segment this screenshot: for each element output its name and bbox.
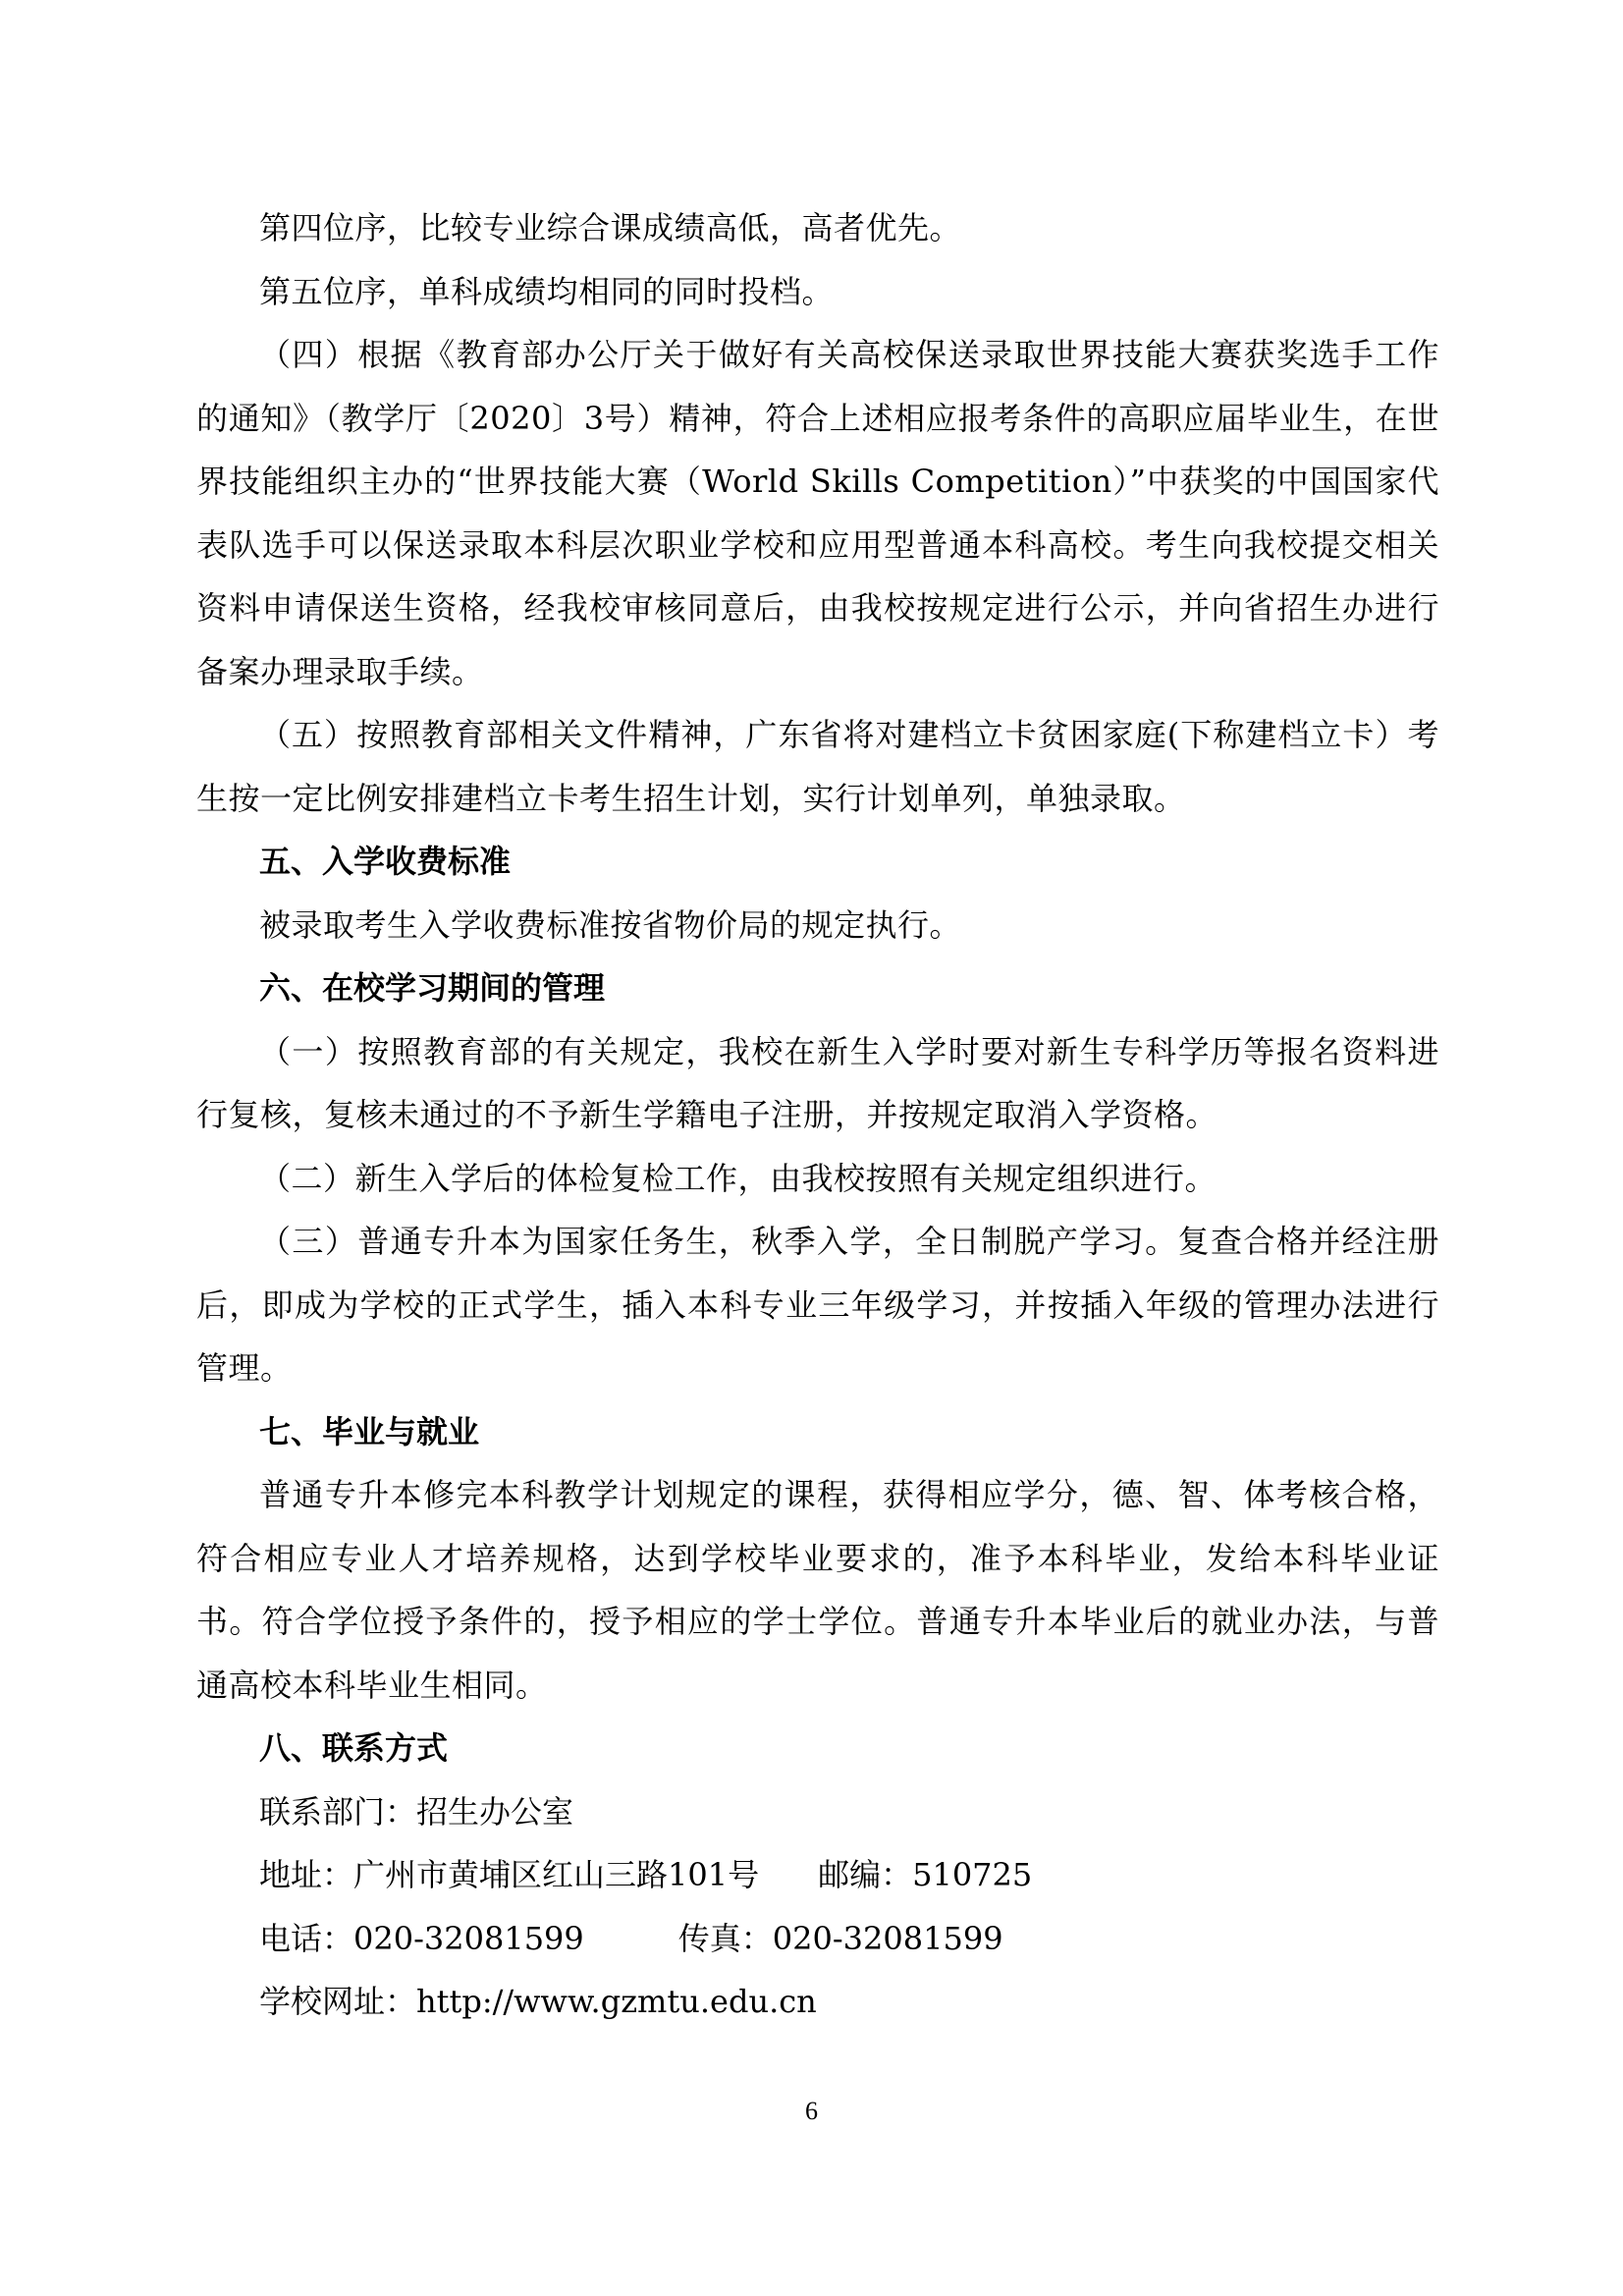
paragraph-graduation: 普通专升本修完本科教学计划规定的课程，获得相应学分，德、智、体考核合格，符合相应专业人才培养规格，达到学校毕业要求的，准予本科毕业，发给本科毕业证书。符合学位授予条件的，授予相应的学士学位。普通专升本毕业后的就业办法，与普通高校本科毕业生相同。 — [196, 1476, 1439, 1704]
page-number: 6 — [805, 2097, 818, 2125]
section-heading-contact: 八、联系方式 — [259, 1729, 449, 1767]
contact-department: 联系部门：招生办公室 — [259, 1792, 574, 1831]
contact-phone-line — [196, 1907, 1439, 1971]
section-heading-graduation: 七、毕业与就业 — [259, 1412, 480, 1450]
section-heading-management: 六、在校学习期间的管理 — [259, 969, 606, 1007]
paragraph-management-3: （三）普通专升本为国家任务生，秋季入学，全日制脱产学习。复查合格并经注册后，即成为学校的正式学生，插入本科专业三年级学习，并按插入年级的管理办法进行管理。 — [196, 1223, 1439, 1387]
contact-website: 学校网址：http://www.gzmtu.edu.cn — [259, 1983, 817, 2020]
contact-address: 地址：广州市黄埔区红山三路101号 — [259, 1856, 760, 1893]
page-content — [196, 196, 1439, 2034]
section-heading-fees: 五、入学收费标准 — [259, 843, 512, 880]
paragraph-item-4-world-skills: （四）根据《教育部办公厅关于做好有关高校保送录取世界技能大赛获奖选手工作的通知》（教学厅〔2020〕3号）精神，符合上述相应报考条件的高职应届毕业生，在世界技能组织主办的“世界技能大赛（World Skills Competition）”中获奖的中国国家代表队选手可以保送录取本科层次职业学校和应用型普通本科高校。考生向我校提交相关资料申请保送生资格，经我校审核同意后，由我校按规定进行公示，并向省招生办进行备案办理录取手续。 — [196, 336, 1439, 690]
paragraph-fourth-order: 第四位序，比较专业综合课成绩高低，高者优先。 — [259, 209, 962, 246]
contact-postcode: 邮编：510725 — [818, 1856, 1033, 1893]
contact-phone: 电话：020-32081599 — [259, 1919, 584, 1957]
paragraph-fifth-order: 第五位序，单科成绩均相同的同时投档。 — [259, 272, 835, 310]
contact-address-line — [196, 1843, 1439, 1907]
paragraph-item-5-poverty: （五）按照教育部相关文件精神，广东省将对建档立卡贫困家庭(下称建档立卡）考生按一定比例安排建档立卡考生招生计划，实行计划单列，单独录取。 — [196, 716, 1439, 817]
contact-fax: 传真：020-32081599 — [677, 1919, 1003, 1957]
paragraph-management-1: （一）按照教育部的有关规定，我校在新生入学时要对新生专科学历等报名资料进行复核，复核未通过的不予新生学籍电子注册，并按规定取消入学资格。 — [196, 1032, 1439, 1133]
paragraph-fees: 被录取考生入学收费标准按省物价局的规定执行。 — [259, 905, 962, 944]
paragraph-management-2: （二）新生入学后的体检复检工作，由我校按照有关规定组织进行。 — [259, 1159, 1217, 1197]
